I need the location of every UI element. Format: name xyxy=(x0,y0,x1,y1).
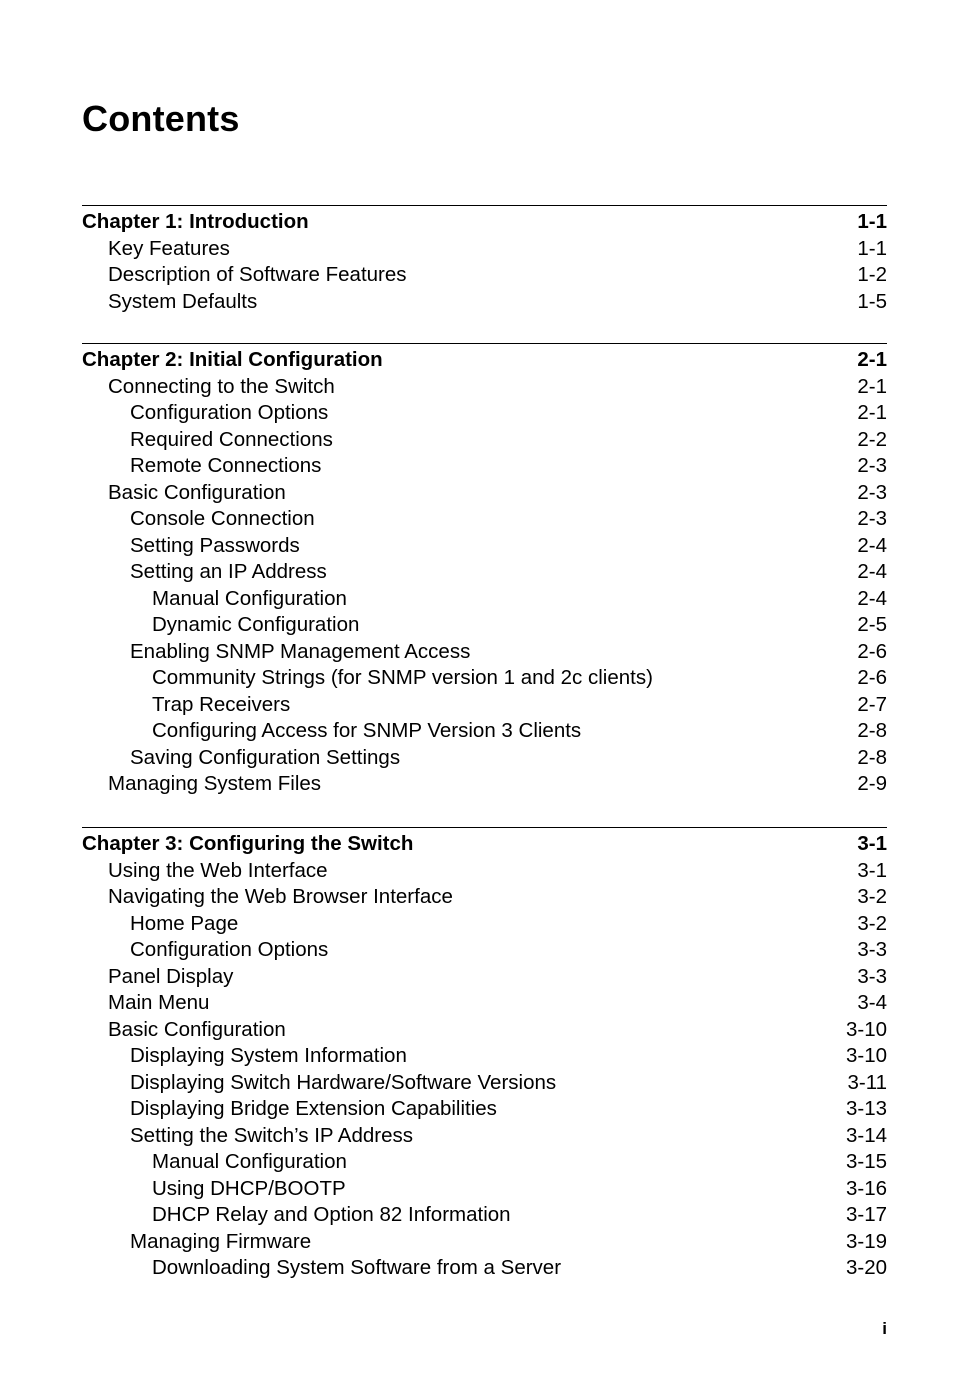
toc-entry[interactable] xyxy=(82,400,887,427)
toc-entry[interactable] xyxy=(82,236,887,263)
toc-entry-title: Chapter 3: Configuring the Switch xyxy=(82,832,414,855)
toc-entry[interactable] xyxy=(82,586,887,613)
toc-entry[interactable] xyxy=(82,718,887,745)
toc-entry[interactable] xyxy=(82,453,887,480)
toc-entry-page: 3-15 xyxy=(845,1150,887,1173)
toc-entry-title: Home Page xyxy=(130,911,239,935)
toc-entry-title: System Defaults xyxy=(108,289,258,313)
toc-entry[interactable] xyxy=(82,745,887,772)
toc-entry-page: 2-4 xyxy=(857,560,887,583)
toc-rows xyxy=(82,828,887,1282)
toc-entry-page: 1-1 xyxy=(857,236,887,260)
toc-entry-page: 2-1 xyxy=(857,401,887,424)
toc-entry-page: 3-11 xyxy=(847,1070,887,1094)
toc-entry-page: 3-13 xyxy=(845,1097,887,1120)
toc-entry-title: Chapter 1: Introduction xyxy=(82,210,309,233)
toc-rows xyxy=(82,344,887,798)
toc-chapter-heading[interactable] xyxy=(82,831,887,858)
toc-entry-page: 3-19 xyxy=(845,1229,887,1253)
toc-entry[interactable] xyxy=(82,771,887,798)
toc-entry-title: Managing Firmware xyxy=(130,1229,312,1253)
toc-entry-title: Displaying System Information xyxy=(130,1044,407,1067)
toc-entry-page: 2-3 xyxy=(857,454,887,477)
toc-chapter-heading[interactable] xyxy=(82,209,887,236)
toc-entry-page: 2-8 xyxy=(857,719,887,742)
toc-entry-title: Navigating the Web Browser Interface xyxy=(108,885,453,908)
toc-chapter-section xyxy=(82,827,887,1282)
toc-entry-title: Configuration Options xyxy=(130,938,329,961)
toc-entry-page: 3-3 xyxy=(857,964,887,988)
toc-entry-page: 2-3 xyxy=(857,480,887,504)
toc-entry-page: 2-6 xyxy=(857,639,887,663)
toc-entry-page: 3-4 xyxy=(857,991,887,1014)
toc-entry[interactable] xyxy=(82,559,887,586)
toc-entry-title: Basic Configuration xyxy=(108,1017,286,1041)
toc-entry-title: Setting an IP Address xyxy=(130,560,327,583)
toc-entry[interactable] xyxy=(82,911,887,938)
toc-entry[interactable] xyxy=(82,1017,887,1044)
toc-entry-page: 2-4 xyxy=(857,586,887,610)
page-number: i xyxy=(882,1319,887,1338)
toc-entry[interactable] xyxy=(82,427,887,454)
toc-entry[interactable] xyxy=(82,533,887,560)
toc-entry-title: Managing System Files xyxy=(108,772,322,795)
toc-entry-title: Saving Configuration Settings xyxy=(130,745,401,769)
toc-entry[interactable] xyxy=(82,665,887,692)
toc-entry-page: 3-16 xyxy=(845,1176,887,1200)
toc-entry-title: Required Connections xyxy=(130,427,333,451)
toc-entry[interactable] xyxy=(82,262,887,289)
toc-entry-page: 3-20 xyxy=(845,1256,887,1279)
toc-entry-page: 2-2 xyxy=(857,427,887,451)
toc-chapter-heading[interactable] xyxy=(82,347,887,374)
toc-entry-page: 3-17 xyxy=(845,1203,887,1226)
toc-entry[interactable] xyxy=(82,612,887,639)
toc-entry-title: Using DHCP/BOOTP xyxy=(152,1176,346,1200)
toc-chapter-section xyxy=(82,343,887,798)
toc-entry-page: 3-3 xyxy=(857,938,887,961)
toc-entry-title: Trap Receivers xyxy=(152,692,291,716)
toc-entry[interactable] xyxy=(82,374,887,401)
toc-entry[interactable] xyxy=(82,1229,887,1256)
toc-entry-title: DHCP Relay and Option 82 Information xyxy=(152,1203,511,1226)
toc-rows xyxy=(82,206,887,315)
toc-entry[interactable] xyxy=(82,1149,887,1176)
toc-entry[interactable] xyxy=(82,937,887,964)
toc-entry-page: 3-1 xyxy=(857,858,887,882)
toc-entry-title: Configuration Options xyxy=(130,401,329,424)
toc-entry-title: Displaying Bridge Extension Capabilities xyxy=(130,1097,497,1120)
toc-entry-page: 2-4 xyxy=(857,533,887,557)
toc-entry[interactable] xyxy=(82,990,887,1017)
toc-entry[interactable] xyxy=(82,884,887,911)
toc-entry[interactable] xyxy=(82,858,887,885)
toc-entry-page: 3-10 xyxy=(845,1044,887,1067)
toc-entry[interactable] xyxy=(82,692,887,719)
toc-entry-title: Manual Configuration xyxy=(152,1150,347,1173)
toc-entry[interactable] xyxy=(82,964,887,991)
toc-entry-title: Using the Web Interface xyxy=(108,858,328,882)
toc-entry[interactable] xyxy=(82,506,887,533)
toc-entry-page: 2-1 xyxy=(857,348,887,371)
toc-entry-title: Enabling SNMP Management Access xyxy=(130,639,471,663)
toc-entry[interactable] xyxy=(82,1070,887,1097)
toc-entry-title: Dynamic Configuration xyxy=(152,613,360,636)
toc-entry-page: 1-1 xyxy=(857,210,887,233)
toc-entry-page: 3-10 xyxy=(845,1017,887,1041)
toc-entry[interactable] xyxy=(82,1043,887,1070)
toc-entry-page: 2-6 xyxy=(857,666,887,689)
toc-entry-title: Basic Configuration xyxy=(108,480,286,504)
toc-entry-title: Remote Connections xyxy=(130,454,322,477)
toc-entry[interactable] xyxy=(82,289,887,316)
toc-entry[interactable] xyxy=(82,1096,887,1123)
toc-entry-page: 2-7 xyxy=(857,692,887,716)
toc-entry[interactable] xyxy=(82,1176,887,1203)
toc-entry-title: Key Features xyxy=(108,236,230,260)
toc-entry-page: 2-5 xyxy=(857,613,887,636)
toc-entry-title: Setting Passwords xyxy=(130,533,300,557)
toc-entry-title: Setting the Switch’s IP Address xyxy=(130,1123,413,1147)
toc-entry-page: 2-3 xyxy=(857,507,887,530)
toc-entry-page: 2-9 xyxy=(857,772,887,795)
toc-chapter-section xyxy=(82,205,887,315)
toc-entry-title: Manual Configuration xyxy=(152,586,347,610)
toc-entry-title: Connecting to the Switch xyxy=(108,374,335,398)
toc-entry-title: Community Strings (for SNMP version 1 and 2c clients) xyxy=(152,666,653,689)
toc-entry-page: 1-5 xyxy=(857,289,887,313)
toc-entry-title: Downloading System Software from a Server xyxy=(152,1256,562,1279)
toc-entry[interactable] xyxy=(82,1123,887,1150)
toc-entry-page: 3-2 xyxy=(857,885,887,908)
toc-entry[interactable] xyxy=(82,1202,887,1229)
toc-entry-title: Chapter 2: Initial Configuration xyxy=(82,348,383,371)
toc-entry-page: 3-1 xyxy=(857,832,887,855)
toc-entry-title: Console Connection xyxy=(130,507,315,530)
toc-entry[interactable] xyxy=(82,1255,887,1282)
toc-entry-page: 2-8 xyxy=(857,745,887,769)
toc-entry-title: Configuring Access for SNMP Version 3 Clients xyxy=(152,719,582,742)
toc-entry-page: 3-2 xyxy=(857,911,887,935)
toc-entry[interactable] xyxy=(82,639,887,666)
toc-entry[interactable] xyxy=(82,480,887,507)
toc-entry-page: 2-1 xyxy=(857,374,887,398)
toc-entry-title: Displaying Switch Hardware/Software Versions xyxy=(130,1070,557,1094)
page-title: Contents xyxy=(82,98,240,139)
toc-entry-title: Description of Software Features xyxy=(108,263,407,286)
toc-entry-page: 3-14 xyxy=(845,1123,887,1147)
toc-entry-title: Main Menu xyxy=(108,991,210,1014)
toc-entry-page: 1-2 xyxy=(857,263,887,286)
toc-entry-title: Panel Display xyxy=(108,964,234,988)
